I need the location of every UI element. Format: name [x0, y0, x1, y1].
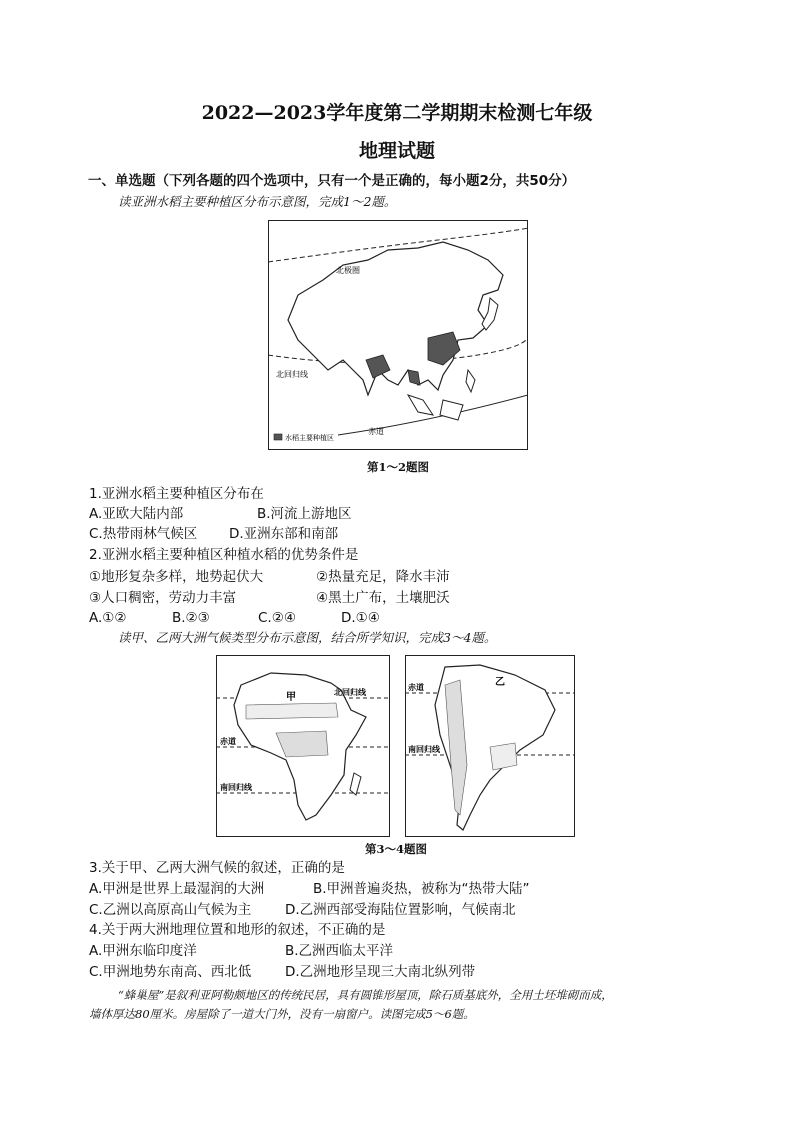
label-equator-sa: 赤道 — [408, 683, 424, 692]
q1-option-b: B.河流上游地区 — [257, 506, 352, 522]
q3-option-c: C.乙洲以高原高山气候为主 — [89, 902, 252, 918]
label-equator-africa: 赤道 — [220, 737, 236, 746]
label-tropic-capricorn-sa: 南回归线 — [408, 745, 440, 754]
q1-option-c: C.热带雨林气候区 — [89, 526, 198, 542]
q3-option-d: D.乙洲西部受海陆位置影响，气候南北 — [285, 902, 516, 918]
intro-q3-4: 读甲、乙两大洲气候类型分布示意图，结合所学知识，完成3～4题。 — [118, 630, 497, 645]
q1-stem: 1.亚洲水稻主要种植区分布在 — [89, 486, 264, 502]
q2-option-c: C.②④ — [258, 610, 296, 626]
legend-swatch — [274, 434, 282, 440]
section-heading: 一、单选题（下列各题的四个选项中，只有一个是正确的，每小题2分，共50分） — [88, 173, 576, 189]
q2-statement-3: ③人口稠密，劳动力丰富 — [89, 590, 237, 606]
label-jia: 甲 — [286, 692, 296, 703]
intro-q5-6-line2: 墙体厚达80厘米。房屋除了一道大门外，没有一扇窗户。读图完成5～6题。 — [89, 1007, 475, 1021]
q3-option-b: B.甲洲普遍炎热，被称为“热带大陆” — [313, 881, 530, 897]
label-tropic-capricorn-africa: 南回归线 — [220, 783, 252, 792]
africa-climate-map — [216, 655, 390, 837]
label-arctic-circle: 北极圈 — [336, 266, 360, 275]
label-tropic-cancer-africa: 北回归线 — [334, 688, 366, 697]
label-tropic-cancer: 北回归线 — [276, 370, 308, 379]
label-yi: 乙 — [495, 677, 505, 688]
q2-statement-1: ①地形复杂多样，地势起伏大 — [89, 569, 264, 585]
q2-option-b: B.②③ — [172, 610, 210, 626]
label-equator: 赤道 — [368, 427, 384, 436]
figure1-caption: 第1～2题图 — [366, 460, 429, 474]
asia-rice-map — [268, 220, 528, 450]
q4-option-d: D.乙洲地形呈现三大南北纵列带 — [285, 964, 476, 980]
q2-statement-2: ②热量充足，降水丰沛 — [316, 569, 450, 585]
intro-q5-6-line1: “蜂巢屋”是叙利亚阿勒颇地区的传统民居，具有圆锥形屋顶，除石质基底外，全用土坯堆砌而成， — [118, 988, 613, 1002]
q4-option-b: B.乙洲西临太平洋 — [285, 943, 394, 959]
south-america-climate-map — [405, 655, 575, 837]
q1-option-d: D.亚洲东部和南部 — [229, 526, 339, 542]
q4-option-a: A.甲洲东临印度洋 — [89, 943, 197, 959]
q3-option-a: A.甲洲是世界上最湿润的大洲 — [89, 881, 265, 897]
intro-q1-2: 读亚洲水稻主要种植区分布示意图，完成1～2题。 — [118, 194, 397, 209]
q3-stem: 3.关于甲、乙两大洲气候的叙述，正确的是 — [89, 860, 345, 876]
q2-option-d: D.①④ — [341, 610, 380, 626]
legend-label: 水稻主要种植区 — [285, 434, 334, 442]
q4-option-c: C.甲洲地势东南高、西北低 — [89, 964, 252, 980]
exam-subtitle: 地理试题 — [358, 140, 435, 162]
q2-option-a: A.①② — [89, 610, 127, 626]
q1-option-a: A.亚欧大陆内部 — [89, 506, 184, 522]
exam-title: 2022—2023学年度第二学期期末检测七年级 — [201, 102, 593, 124]
q2-statement-4: ④黑土广布，土壤肥沃 — [316, 590, 450, 606]
q4-stem: 4.关于两大洲地理位置和地形的叙述，不正确的是 — [89, 922, 386, 938]
figure2-caption: 第3～4题图 — [364, 842, 427, 856]
q2-stem: 2.亚洲水稻主要种植区种植水稻的优势条件是 — [89, 547, 359, 563]
